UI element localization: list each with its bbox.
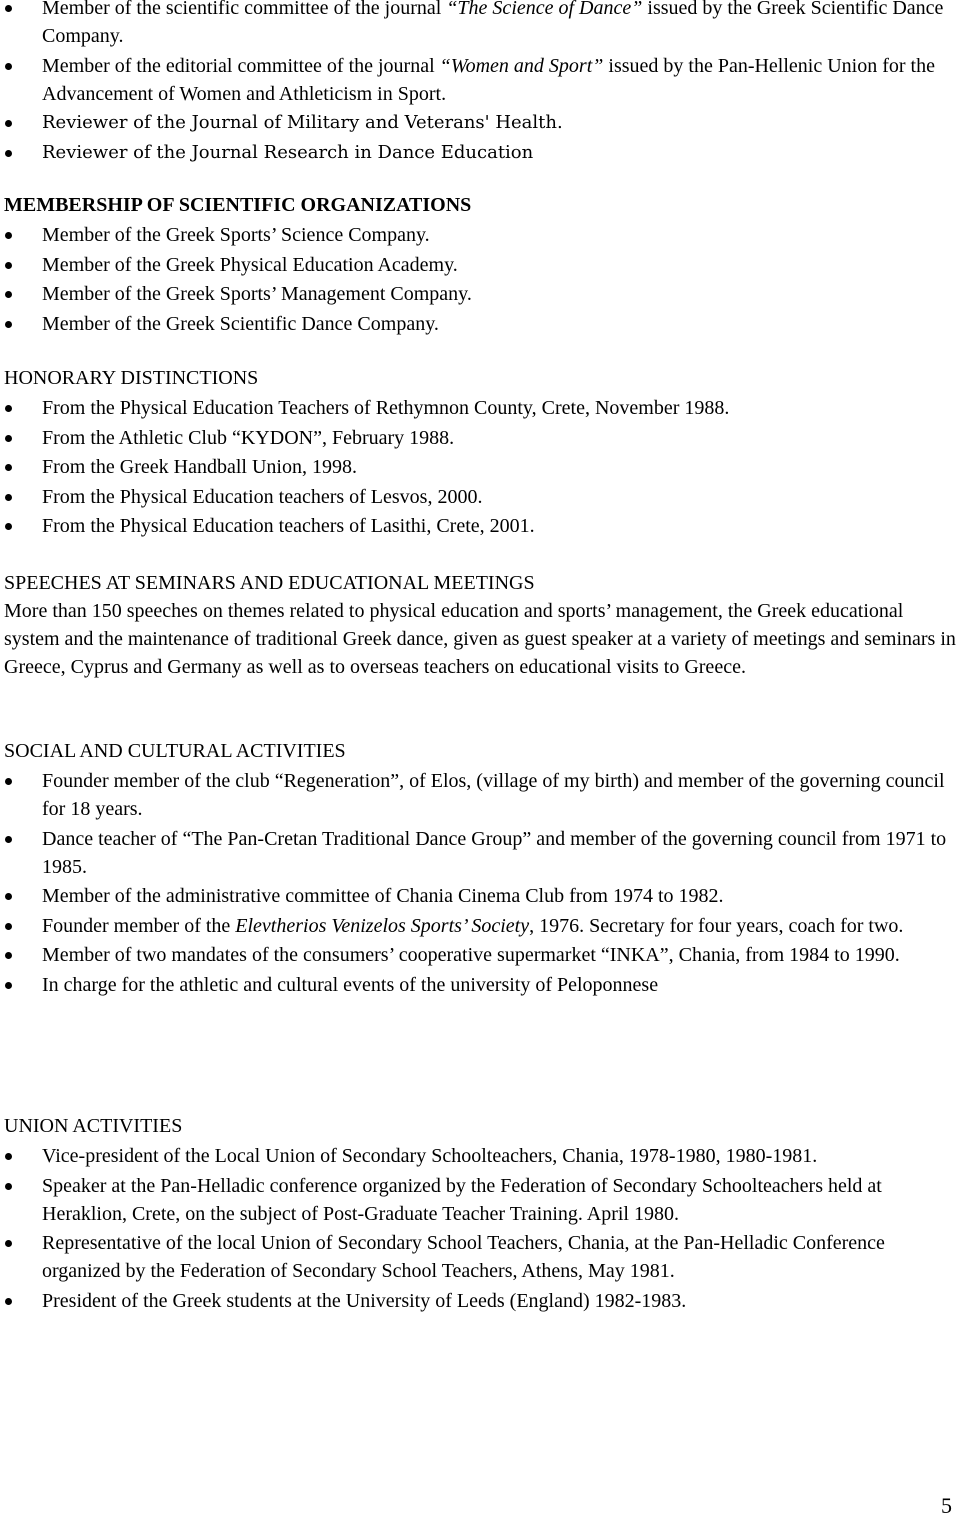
section-heading: SOCIAL AND CULTURAL ACTIVITIES: [4, 740, 346, 762]
item-text: Member of the scientific committee of the journal: [42, 0, 447, 19]
list-item: From the Athletic Club “KYDON”, February 1988.: [4, 424, 956, 452]
item-text: Member of two mandates of the consumers’ cooperative supermarket “INKA”, Chania, from 1984 to 1990.: [42, 944, 900, 966]
membership-list: [4, 221, 956, 338]
list-item: [4, 767, 956, 823]
list-item: Vice-president of the Local Union of Secondary Schoolteachers, Chania, 1978-1980, 1980-1981.: [4, 1142, 956, 1170]
item-text: issued by the Pan-Hellenic Union for the Advancement of Women and Athleticism in Sport.: [42, 54, 935, 105]
item-text: Reviewer of the Journal of Military and Veterans' Health.: [42, 112, 563, 133]
section-heading: UNION ACTIVITIES: [4, 1115, 183, 1137]
journal-roles-section: [4, 0, 956, 168]
item-text: Founder member of the club “Regeneration”, of Elos, (village of my birth) and member of the governing council for 18 years.: [42, 770, 945, 820]
list-item: Member of the Greek Scientific Dance Company.: [4, 310, 956, 338]
list-item: [4, 52, 956, 108]
membership-section: [4, 191, 956, 339]
list-item: [4, 912, 956, 940]
section-heading: SPEECHES AT SEMINARS AND EDUCATIONAL MEETINGS: [4, 572, 535, 594]
list-item: From the Physical Education Teachers of Rethymnon County, Crete, November 1988.: [4, 394, 956, 422]
page-number: 5: [941, 1493, 952, 1518]
union-list: [4, 1142, 956, 1315]
honorary-list: [4, 394, 956, 540]
item-text: , 1976. Secretary for four years, coach for two.: [529, 914, 904, 937]
journal-title: “The Science of Dance”: [446, 0, 643, 19]
item-text: In charge for the athletic and cultural events of the university of Peloponnese: [42, 973, 659, 996]
social-list: [4, 767, 956, 999]
list-item: Speaker at the Pan-Helladic conference organized by the Federation of Secondary Schoolteachers held at Heraklion, Crete, on the subject of Post-Graduate Teacher Training. April 1980.: [4, 1172, 956, 1228]
list-item: Member of the Greek Sports’ Management Company.: [4, 280, 956, 308]
list-item: [4, 109, 956, 137]
section-heading: MEMBERSHIP OF SCIENTIFIC ORGANIZATIONS: [4, 194, 472, 216]
list-item: [4, 971, 956, 999]
journal-title: “Women and Sport”: [439, 54, 604, 77]
item-text: Reviewer of the Journal Research in Dance Education: [42, 141, 534, 163]
section-heading: HONORARY DISTINCTIONS: [4, 367, 259, 389]
list-item: From the Greek Handball Union, 1998.: [4, 453, 956, 481]
speeches-paragraph: More than 150 speeches on themes related to physical education and sports’ management, the Greek educational system and the maintenance of traditional Greek dance, given as guest speaker at a variety of meetings and seminars in Greece, Cyprus and Germany as well as to overseas teachers on educational visits to Greece.: [4, 600, 956, 678]
union-section: [4, 1112, 956, 1316]
society-name: Elevtherios Venizelos Sports’ Society: [235, 914, 530, 937]
list-item: Member of the Greek Sports’ Science Company.: [4, 221, 956, 249]
item-text: Member of the administrative committee of Chania Cinema Club from 1974 to 1982.: [42, 885, 724, 907]
item-text: Founder member of the: [42, 914, 236, 937]
social-section: [4, 737, 956, 1000]
list-item: Representative of the local Union of Secondary School Teachers, Chania, at the Pan-Helladic Conference organized by the Federation of Secondary School Teachers, Athens, May 1981.: [4, 1229, 956, 1285]
list-item: [4, 882, 956, 910]
list-item: From the Physical Education teachers of Lesvos, 2000.: [4, 483, 956, 511]
list-item: [4, 139, 956, 167]
item-text: Dance teacher of “The Pan-Cretan Traditional Dance Group” and member of the governing council from 1971 to 1985.: [42, 827, 947, 878]
journal-roles-list: [4, 0, 956, 167]
list-item: President of the Greek students at the University of Leeds (England) 1982-1983.: [4, 1287, 956, 1315]
speeches-section: [4, 569, 956, 681]
item-text: Member of the editorial committee of the journal: [42, 54, 440, 77]
list-item: [4, 941, 956, 969]
list-item: Member of the Greek Physical Education Academy.: [4, 251, 956, 279]
list-item: [4, 825, 956, 881]
item-text: issued by the Greek Scientific Dance Company.: [42, 0, 944, 47]
honorary-section: [4, 364, 956, 542]
list-item: From the Physical Education teachers of Lasithi, Crete, 2001.: [4, 512, 956, 540]
list-item: [4, 0, 956, 50]
